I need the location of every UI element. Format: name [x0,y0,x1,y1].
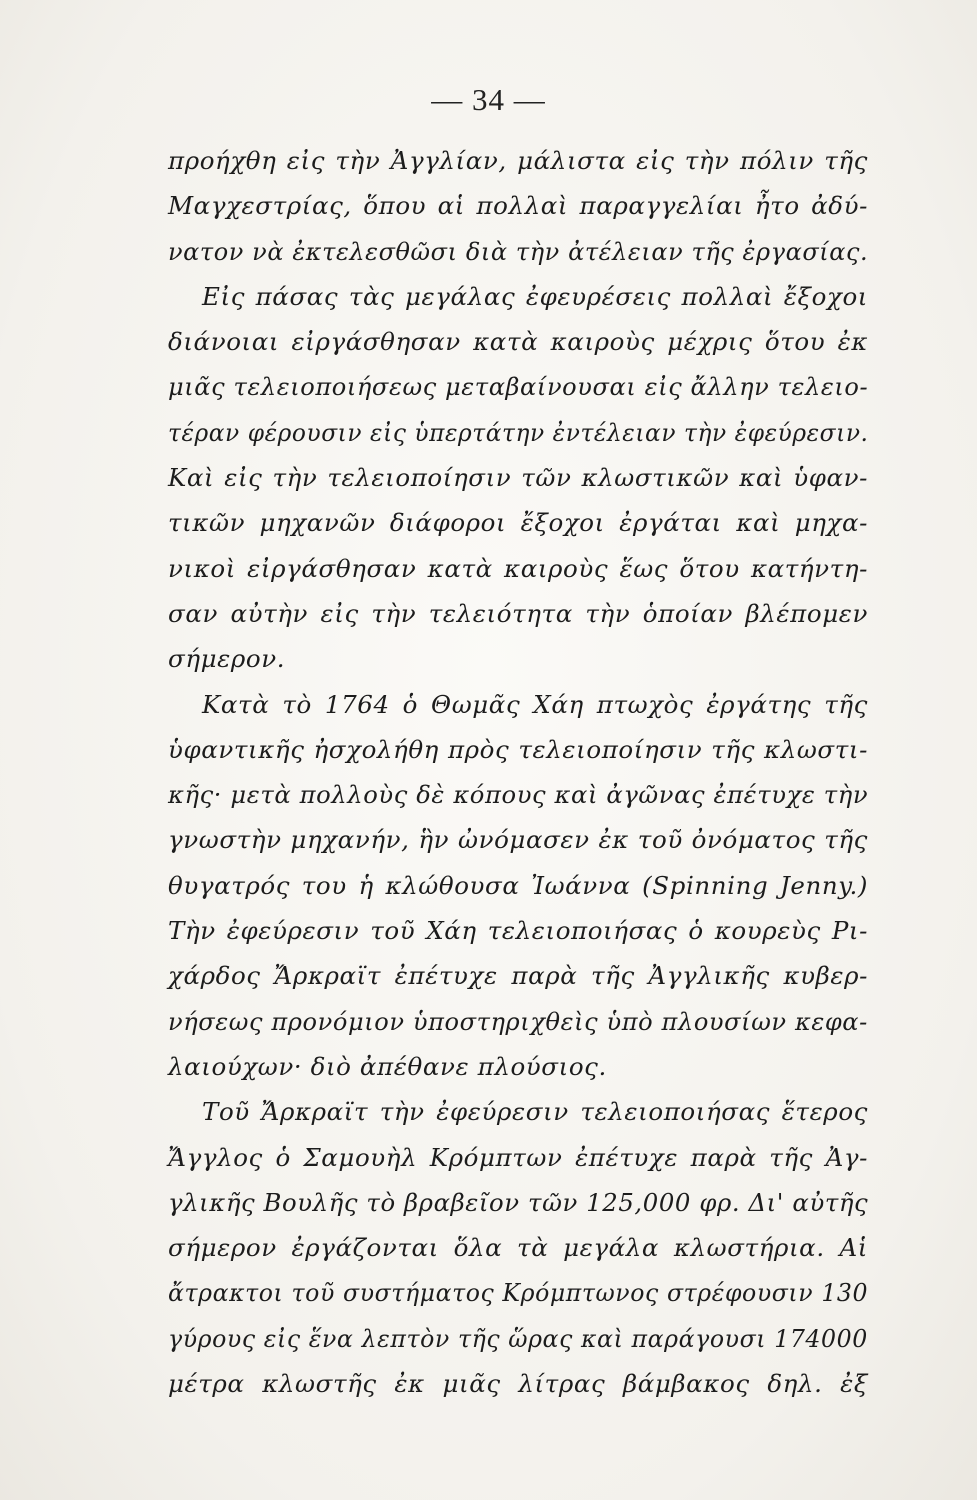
text-line: γύρους εἰς ἕνα λεπτὸν τῆς ὥρας καὶ παράγουσι 174000 [168,1323,868,1353]
body-text [168,138,868,1406]
text-line: τικῶν μηχανῶν διάφοροι ἔξοχοι ἐργάται καὶ μηχα- [168,508,868,538]
text-line: νατον νὰ ἐκτελεσθῶσι διὰ τὴν ἀτέλειαν τῆς ἐργασίας. [168,236,869,266]
text-line: Τὴν ἐφεύρεσιν τοῦ Χάη τελειοποιήσας ὁ κουρεὺς Ρι- [168,916,868,946]
text-line: Καὶ εἰς τὴν τελειοποίησιν τῶν κλωστικῶν καὶ ὑφαν- [168,463,868,493]
text-line: γνωστὴν μηχανήν, ἣν ὠνόμασεν ἐκ τοῦ ὀνόματος τῆς [168,825,868,855]
text-line: σήμερον ἐργάζονται ὅλα τὰ μεγάλα κλωστήρια. Αἱ [168,1233,868,1263]
text-line: νικοὶ εἰργάσθησαν κατὰ καιροὺς ἕως ὅτου κατήντη- [168,553,868,583]
text-line: Μαγχεστρίας, ὅπου αἱ πολλαὶ παραγγελίαι ἦτο ἀδύ- [168,191,868,221]
text-line: νήσεως προνόμιον ὑποστηριχθεὶς ὑπὸ πλουσίων κεφα- [168,1006,868,1036]
text-line: μέτρα κλωστῆς ἐκ μιᾶς λίτρας βάμβακος δηλ. ἐξ [168,1369,868,1399]
paragraph-start-line: Τοῦ Ἄρκραϊτ τὴν ἐφεύρεσιν τελειοποιήσας ἕτερος [202,1097,868,1127]
paragraph-end-line: σήμερον. [168,644,286,674]
text-line: τέραν φέρουσιν εἰς ὑπερτάτην ἐντέλειαν τὴν ἐφεύρεσιν. [168,417,869,447]
text-line: ὑφαντικῆς ἠσχολήθη πρὸς τελειοποίησιν τῆς κλωστι- [168,734,868,764]
text-line: διάνοιαι εἰργάσθησαν κατὰ καιροὺς μέχρις ὅτου ἐκ [168,327,868,357]
text-line: προήχθη εἰς τὴν Ἀγγλίαν, μάλιστα εἰς τὴν πόλιν τῆς [168,146,868,175]
text-line: χάρδος Ἄρκραϊτ ἐπέτυχε παρὰ τῆς Ἀγγλικῆς κυβερ- [168,961,868,991]
text-line: γλικῆς Βουλῆς τὸ βραβεῖον τῶν 125,000 φρ. Δι' αὐτῆς [168,1187,869,1217]
page-number: — 34 — [431,82,546,117]
text-line: σαν αὐτὴν εἰς τὴν τελειότητα τὴν ὁποίαν βλέπομεν [168,598,868,628]
text-line: θυγατρός του ἡ κλώθουσα Ἰωάννα (Spinning Jenny.) [168,870,868,900]
text-line: ἄτρακτοι τοῦ συστήματος Κρόμπτωνος στρέφουσιν 130 [168,1278,869,1308]
text-line: Ἄγγλος ὁ Σαμουὴλ Κρόμπτων ἐπέτυχε παρὰ τῆς Ἀγ- [168,1142,868,1172]
paragraph-start-line: Εἰς πάσας τὰς μεγάλας ἐφευρέσεις πολλαὶ ἔξοχοι [202,281,868,311]
paragraph-start-line: Κατὰ τὸ 1764 ὁ Θωμᾶς Χάη πτωχὸς ἐργάτης τῆς [202,689,868,719]
text-line: μιᾶς τελειοποιήσεως μεταβαίνουσαι εἰς ἄλλην τελειο- [168,372,869,402]
paragraph-end-line: λαιούχων· διὸ ἀπέθανε πλούσιος. [168,1051,607,1081]
text-line: κῆς· μετὰ πολλοὺς δὲ κόπους καὶ ἀγῶνας ἐπέτυχε τὴν [168,780,869,810]
